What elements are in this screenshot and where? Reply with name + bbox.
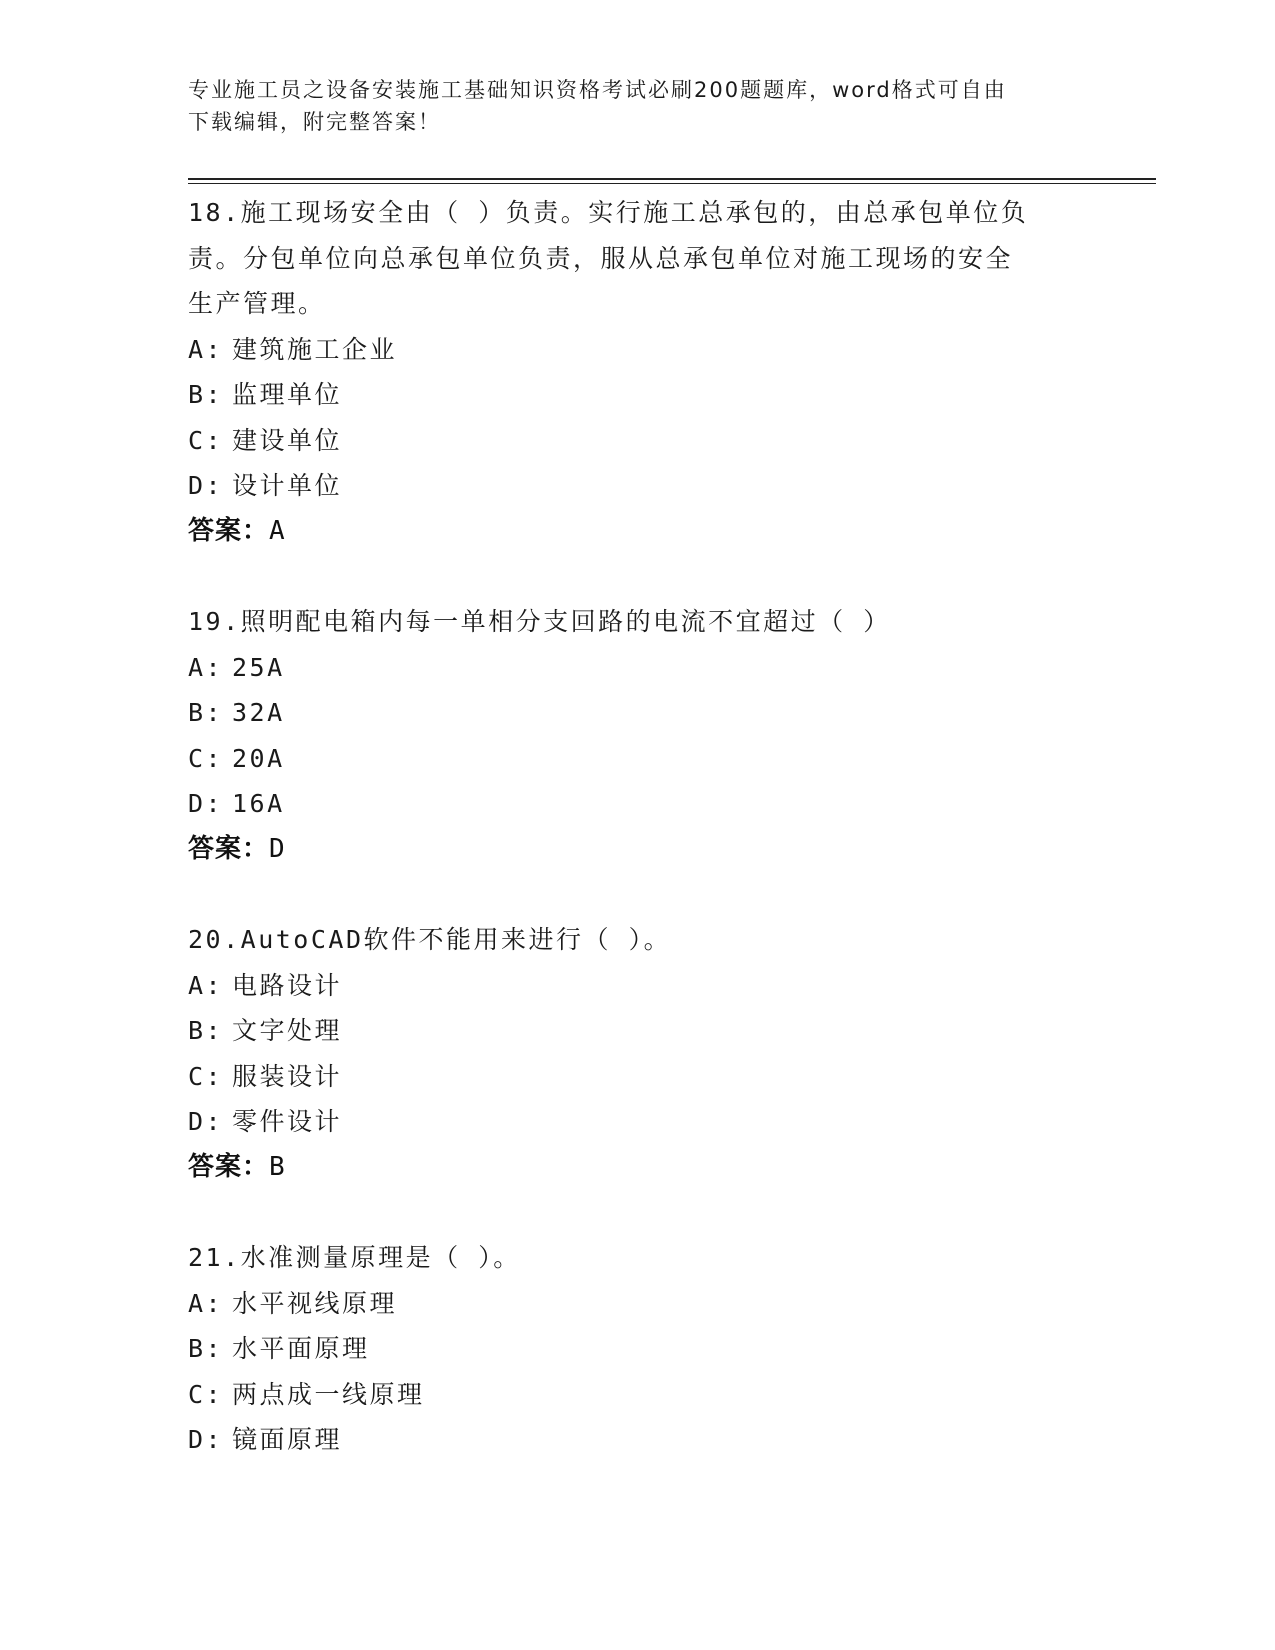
header-line-2: 下载编辑，附完整答案！ (188, 110, 441, 134)
question-list (188, 190, 1088, 1463)
option-c (188, 1054, 1088, 1100)
option-text: 监理单位 (232, 380, 343, 409)
option-b (188, 1008, 1088, 1054)
option-letter: C: (188, 425, 224, 455)
question-20 (188, 917, 1088, 1190)
option-text: 建设单位 (232, 425, 343, 455)
question-text-line: 20.AutoCAD软件不能用来进行（ ）。 (188, 925, 672, 954)
option-letter: D: (188, 471, 224, 500)
option-d (188, 1417, 1088, 1463)
option-letter: A: (188, 334, 224, 364)
option-text: 25A (232, 652, 285, 682)
option-text: 建筑施工企业 (232, 334, 398, 364)
answer-line (188, 1145, 1088, 1191)
question-19 (188, 599, 1088, 872)
option-text: 文字处理 (232, 1016, 343, 1045)
option-d (188, 781, 1088, 827)
option-text: 镜面原理 (232, 1425, 343, 1454)
option-letter: D: (188, 789, 224, 818)
option-letter: B: (188, 1016, 224, 1045)
option-d (188, 463, 1088, 509)
question-21 (188, 1235, 1088, 1463)
option-letter: C: (188, 1379, 224, 1409)
answer-line (188, 827, 1088, 873)
question-spacer (188, 1190, 1088, 1235)
option-text: 水平视线原理 (232, 1288, 398, 1318)
answer-value: B (269, 1151, 286, 1182)
option-letter: D: (188, 1107, 224, 1136)
option-text: 电路设计 (232, 970, 343, 1000)
answer-value: D (269, 833, 286, 864)
option-text: 水平面原理 (232, 1334, 370, 1363)
option-letter: C: (188, 1061, 224, 1091)
option-a (188, 327, 1088, 373)
answer-label: 答案： (188, 833, 270, 864)
header-line-1: 专业施工员之设备安装施工基础知识资格考试必刷200题题库，word格式可自由 (188, 78, 1007, 102)
option-letter: C: (188, 743, 224, 773)
option-text: 20A (232, 743, 285, 773)
header-divider-thin (188, 183, 1156, 184)
option-letter: B: (188, 1334, 224, 1363)
question-spacer (188, 872, 1088, 917)
option-c (188, 736, 1088, 782)
option-letter: D: (188, 1425, 224, 1454)
option-text: 零件设计 (232, 1107, 343, 1136)
option-text: 设计单位 (232, 471, 343, 500)
option-letter: A: (188, 970, 224, 1000)
question-text-line: 19.照明配电箱内每一单相分支回路的电流不宜超过（ ） (188, 607, 891, 636)
option-text: 16A (232, 789, 285, 818)
option-a (188, 645, 1088, 691)
option-a (188, 1281, 1088, 1327)
option-letter: B: (188, 380, 224, 409)
question-18 (188, 190, 1088, 554)
option-c (188, 1372, 1088, 1418)
option-c (188, 418, 1088, 464)
question-text-line: 责。分包单位向总承包单位负责，服从总承包单位对施工现场的安全 (188, 243, 1014, 273)
option-text: 32A (232, 698, 285, 727)
question-text-line: 21.水准测量原理是（ ）。 (188, 1243, 521, 1272)
option-letter: B: (188, 698, 224, 727)
question-text-line: 生产管理。 (188, 289, 326, 318)
answer-label: 答案： (188, 515, 270, 546)
option-letter: A: (188, 1288, 224, 1318)
question-text-line: 18.施工现场安全由（ ）负责。实行施工总承包的，由总承包单位负 (188, 198, 1029, 227)
option-text: 两点成一线原理 (232, 1379, 425, 1409)
answer-value: A (269, 515, 286, 546)
header-divider-thick (188, 178, 1156, 180)
document-header (188, 74, 1068, 138)
option-b (188, 1326, 1088, 1372)
answer-label: 答案： (188, 1151, 270, 1182)
option-b (188, 690, 1088, 736)
answer-line (188, 509, 1088, 555)
option-letter: A: (188, 652, 224, 682)
option-d (188, 1099, 1088, 1145)
option-b (188, 372, 1088, 418)
question-spacer (188, 554, 1088, 599)
option-text: 服装设计 (232, 1061, 343, 1091)
option-a (188, 963, 1088, 1009)
